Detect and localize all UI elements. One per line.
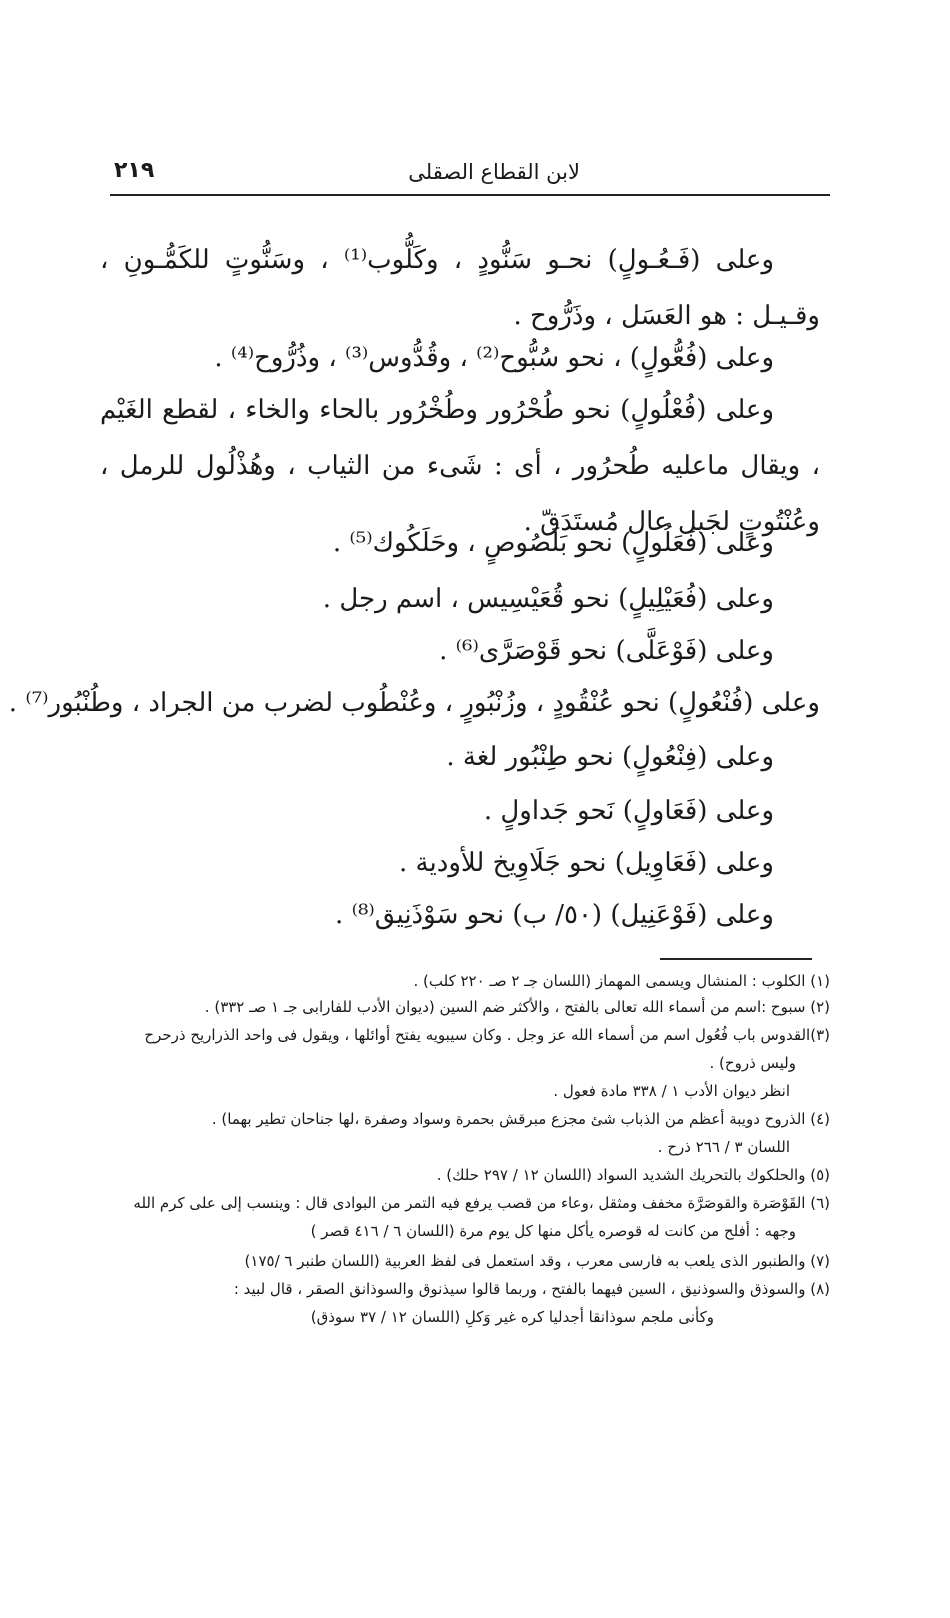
footnote: (٣)القدوس باب فُعُول اسم من أسماء الله عز وجل . وكان سيبويه يفتح أوائلها ، ويقول فى واحد الذراريح ذرحرح bbox=[144, 1026, 830, 1044]
footnote: (٨) والسوذق والسوذنيق ، السين فيهما بالفتح ، وربما قالوا سيذنوق والسوذانق الصقر ، قال لبيد : bbox=[233, 1280, 830, 1298]
running-header bbox=[110, 156, 830, 190]
footnote-continuation: وليس ذروح) . bbox=[709, 1054, 796, 1072]
paragraph: وعلى (فُعُّولٍ) ، نحو سُبُّوح⁽²⁾ ، وقُدُّوس⁽³⁾ ، وذُرُّوح⁽⁴⁾ . bbox=[214, 343, 774, 373]
pattern-line: وعلى (فُنْعُولٍ) نحو عُنْقُودٍ ، وزُنْبُورٍ ، وعُنْطُوب لضرب من الجراد ، وطُنْبُور⁽⁷⁾ . bbox=[8, 688, 820, 718]
running-title: لابن القطاع الصقلى bbox=[408, 160, 580, 184]
footnote: (١) الكلوب : المنشال ويسمى المهماز (اللسان جـ ٢ صـ ٢٢٠ كلب) . bbox=[413, 972, 830, 990]
footnote: (٤) الذروح دويبة أعظم من الذباب شئ مجزع مبرقش بحمرة وسواد وصفرة ،لها جناحان تطير بهما) . bbox=[211, 1110, 830, 1128]
footnote-rule bbox=[660, 958, 812, 960]
paragraph-2-block bbox=[100, 330, 820, 386]
header-rule bbox=[110, 194, 830, 196]
footnote: (٦) القَوْصَرة والقوصَرَّة مخفف ومثقل ،وعاء من قصب يرفع فيه التمر من البوادى قال : وينسب إلى على كرم الله bbox=[133, 1194, 830, 1212]
footnote: (٥) والحلكوك بالتحريك الشديد السواد (اللسان ١٢ / ٢٩٧ حلك) . bbox=[436, 1166, 830, 1184]
footnote-continuation: اللسان ٣ / ٢٦٦ ذرح . bbox=[657, 1138, 790, 1156]
pattern-line: وعلى (فَعَلُولٍ) نحو بَلَصُوصٍ ، وحَلَكُوك⁽⁵⁾ . bbox=[332, 528, 774, 558]
pattern-line: وعلى (فُعَيْلِيلٍ) نحو قُعَيْسِيس ، اسم رجل . bbox=[322, 584, 774, 614]
footnote: (٢) سبوح :اسم من أسماء الله تعالى بالفتح ، والأكثر ضم السين (ديوان الأدب للفارابى جـ ١ صـ ٣٣٢) . bbox=[204, 998, 830, 1016]
footnote-verse: وكأنى ملجم سوذانقا أجدليا كره غير وَكلِ (اللسان ١٢ / ٣٧ سوذق) bbox=[310, 1308, 714, 1326]
pattern-line: وعلى (فَوْعَلَّى) نحو قَوْصَرَّى⁽⁶⁾ . bbox=[439, 636, 774, 666]
pattern-line: وعلى (فِنْعُولٍ) نحو طِنْبُور لغة . bbox=[446, 742, 774, 772]
footnote: (٧) والطنبور الذى يلعب به فارسى معرب ، وقد استعمل فى لفظ العربية (اللسان طنبر ٦ /١٧٥) bbox=[244, 1252, 830, 1270]
pattern-line: وعلى (فَوْعَنِيل) (٥٠/ ب) نحو سَوْذَنِيق⁽⁸⁾ . bbox=[335, 900, 774, 930]
paragraph-3-block bbox=[100, 382, 820, 550]
pattern-line: وعلى (فَعَاولٍ) نَحو جَداولٍ . bbox=[483, 796, 774, 826]
paragraph: وعلى (فُعْلُولٍ) نحو طُحْرُور وطُخْرُور بالحاء والخاء ، لقطع الغَيْم ، ويقال ماعليه طُحرُور ، أى : شَىء من الثياب ، وهُذْلُول للرمل ، وعُنْتُوتٍ لجَبل عال مُستَدَقّ . bbox=[100, 395, 820, 537]
paragraph: وعلى (فَـعُـولٍ) نحـو سَنُّودٍ ، وكَلُّوب⁽¹⁾ ، وسَنُّوتٍ للكَمُّـونِ ، وقـيـل : هو العَسَل ، وذَرُّوح . bbox=[100, 245, 820, 331]
footnote-continuation: انظر ديوان الأدب ١ / ٣٣٨ مادة فعول . bbox=[553, 1082, 790, 1100]
paragraph-1-block bbox=[100, 232, 820, 344]
footnote-continuation: وجهه : أفلح من كانت له قوصره يأكل منها كل يوم مرة (اللسان ٦ / ٤١٦ قصر ) bbox=[310, 1222, 796, 1240]
page-number: ٢١٩ bbox=[114, 158, 155, 183]
pattern-line: وعلى (فَعَاوِيل) نحو جَلَاوِيخ للأودية . bbox=[399, 848, 774, 878]
